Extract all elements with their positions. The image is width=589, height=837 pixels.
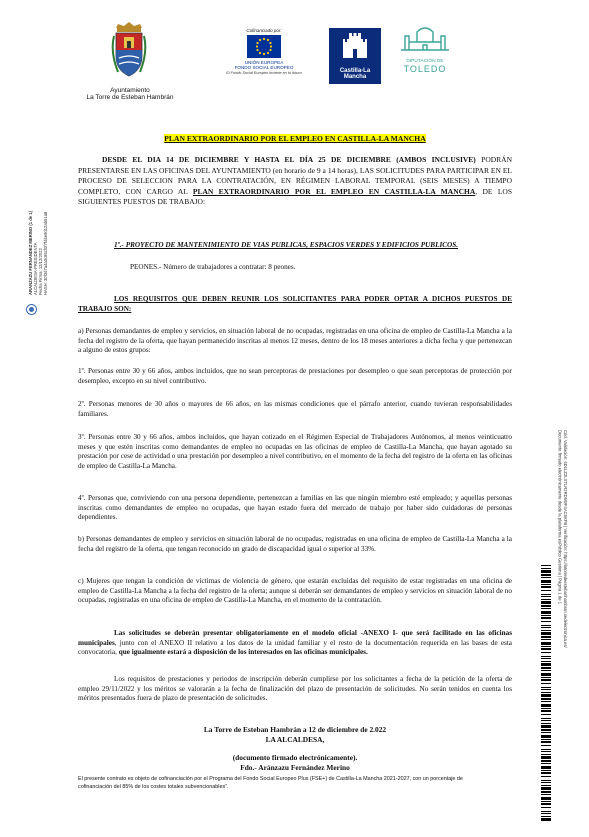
intro-plan: PLAN EXTRAORDINARIO POR EL EMPLEO EN CASTILLA-LA MANCHA bbox=[192, 186, 476, 196]
solicitudes-bold: Las solicitudes se deberán presentar obligatoriamente en el modelo oficial -ANEXO I- que será facilitado en las oficinas municipales bbox=[78, 629, 512, 647]
intro-paragraph bbox=[78, 155, 512, 208]
eu-fund-label: FONDO SOCIAL EUROPEO bbox=[234, 65, 294, 71]
solicitudes-bold-end: que igualmente estará a disposición de los interesados en las oficinas municipales. bbox=[118, 648, 368, 656]
page-title: PLAN EXTRAORDINARIO POR EL EMPLEO EN CASTILLA-LA MANCHA bbox=[164, 134, 426, 143]
diputacion-label: DIPUTACIÓN DE bbox=[406, 59, 444, 64]
ayuntamiento-label: Ayuntamiento bbox=[110, 87, 150, 94]
castle-icon bbox=[329, 28, 381, 66]
diputacion-toledo-logo bbox=[395, 24, 455, 74]
municipal-coat-of-arms bbox=[108, 22, 150, 80]
left-margin-signer: ARANZAZU FERNANDEZ MERINO (1 de 1) bbox=[28, 211, 33, 295]
left-margin-signature bbox=[28, 155, 48, 295]
footer-note: El presente contrato es objeto de cofinanciación por el Programa del Fondo Social Europeo Plus (FSE+) de Castilla-La Mancha 2021-2027, con un porcentaje de cofinanciación del 85% de los costes totales subvencionables”. bbox=[78, 776, 463, 790]
intro-text-end: , DE LOS SIGUIENTES PUESTOS DE TRABAJO: bbox=[78, 186, 512, 206]
signature-electronic: (documento firmado electrónicamente). bbox=[232, 753, 358, 762]
eu-tagline: El Fondo Social Europeo invierte en tu futuro bbox=[226, 70, 302, 75]
project-workers: PEONES.- Número de trabajadores a contratar: 8 peones. bbox=[130, 263, 296, 271]
seal-icon bbox=[26, 304, 37, 315]
plazos-paragraph: Los requisitos de prestaciones y periodos de inscripción deberán cumplirse por los solicitantes a fecha de la petición de la oferta de empleo 29/11/2022 y los méritos se valorarán a la fecha de finalización del plazo de presentación de solicitudes. No serán tenidos en cuenta los méritos presentados fuera de plazo de presentación de solicitudes. bbox=[78, 675, 512, 702]
signature-place-date: La Torre de Esteban Hambrán a 12 de diciembre de 2.022 bbox=[203, 725, 387, 734]
castilla-la-mancha-logo bbox=[329, 28, 381, 84]
requirement-a-2: 2º. Personas menores de 30 años o mayores de 66 años, en las mismas condiciones que el párrafo anterior, cuando tuvieran responsabilidades familiares. bbox=[78, 400, 512, 418]
eu-cofinanced-label: Cofinanciado por: bbox=[246, 28, 282, 33]
project-title: 1º.- PROYECTO DE MANTENIMIENTO DE VIAS PUBLICAS, ESPACIOS VERDES Y EDIFICIOS PUBLICOS. bbox=[114, 241, 459, 249]
solicitudes-text: , junto con el ANEXO II relativo a los datos de la unidad familiar y el resto de la documentación requerida en las bases de esta convocatoria, bbox=[78, 638, 512, 656]
intro-dates: DESDE EL DIA 14 DE DICIEMBRE Y HASTA EL DÍA 25 DE DICIEMBRE (AMBOS INCLUSIVE) bbox=[102, 155, 476, 164]
validation-code: Cód. Validación: 6D1LZ2LXTLR2RD5WF4AC5KFB | Verificación: https://latorredeestebanhambran.sedelectronica.es/ bbox=[563, 430, 568, 648]
signature-name: Fdo.- Aránzazu Fernández Merino bbox=[240, 762, 350, 772]
clm-label: Castilla-La Mancha bbox=[339, 68, 371, 80]
signature-block bbox=[78, 725, 512, 772]
eu-cofinancing-logo bbox=[218, 28, 310, 88]
intro-text: PODRÁN PRESENTARSE EN LAS OFICINAS DEL AYUNTAMIENTO (en horario de 9 a 14 horas), LAS SOLICITUDES PARA PARTICIPAR EN EL PROCESO DE SELECCION PARA LA CONTRATACIÓN, EN RÉGIMEN LABORAL TEMPORAL (SEIS MESES) A TIEMPO COMPLETO, CON CARGO AL bbox=[78, 155, 512, 196]
requirements-title: LOS REQUISITOS QUE DEBEN REUNIR LOS SOLICITANTES PARA PODER OPTAR A DICHOS PUESTOS DE TRABAJO SON: bbox=[78, 295, 512, 313]
requirement-a-1: 1º. Personas entre 30 y 66 años, ambos incluidos, que no sean perceptoras de prestaciones por desempleo o que sean perceptoras de protección por desempleo, excepto en su nivel contributivo. bbox=[78, 367, 512, 385]
solicitudes-paragraph bbox=[78, 629, 512, 658]
barcode bbox=[541, 565, 551, 820]
left-margin-role: ALCALDESA-PRESIDENTA bbox=[33, 242, 38, 295]
left-margin-hash: HASH: 30f3d7a4a3c86cf0f7fd4e9d12ab51a8 bbox=[43, 211, 48, 295]
right-margin-verification bbox=[557, 430, 568, 820]
requirement-a: a) Personas demandantes de empleo y servicios, en situación laboral de no ocupadas, registradas en una oficina de empleo de Castilla-La Mancha a la fecha del registro de la oferta, que hayan permanecido inscritas al menos 12 meses, dentro de los 18 meses anteriores a dicha fecha y que pertenezcan a alguno de estos grupos: bbox=[78, 327, 512, 354]
eu-union-label: UNIÓN EUROPEA bbox=[244, 60, 284, 65]
alcazar-icon bbox=[395, 24, 455, 54]
ayuntamiento-name: La Torre de Esteban Hambrán bbox=[86, 94, 174, 101]
eu-flag-icon bbox=[247, 35, 281, 58]
requirement-a-3: 3º. Personas entre 30 y 66 años, ambos incluidos, que hayan cotizado en el Régimen Especial de Trabajadores Autónomos, al menos veinticuatro meses y que estén inscritas como demandantes de empleo no ocupadas en las oficinas de empleo de Castilla-La Mancha, que hayan agotado su prestación por cese de actividad o una prestación por desempleo a nivel contributivo, en el momento de la fecha del registro de la oferta en las oficinas de empleo de Castilla-La Mancha. bbox=[78, 433, 512, 470]
left-margin-date: Fecha Firma: 12/12/2022 bbox=[38, 248, 43, 295]
signed-platform-note: Documento firmado electrónicamente desde la plataforma esPublico Gestiona | Página 1 de 1 bbox=[557, 430, 563, 605]
signature-role: LA ALCALDESA, bbox=[265, 734, 325, 744]
toledo-label: TOLEDO bbox=[403, 64, 447, 74]
requirement-b: b) Personas demandantes de empleo y servicios en situación laboral de no ocupadas, registradas en una oficina de empleo de Castilla-La Mancha a la fecha del registro de la oferta, que tengan reconocido un grado de discapacidad igual o superior al 33%. bbox=[78, 535, 512, 553]
requirement-c: c) Mujeres que tengan la condición de víctimas de violencia de género, que estarán excluidas del requisito de estar registradas en una oficina de empleo de Castilla-La Mancha a la fecha del registro de la oferta; aunque si deberán ser demandantes de empleo y servicios en situación laboral de no ocupadas, registradas en una oficina de empleo de Castilla-La Mancha, en el momento de la contratación. bbox=[78, 577, 512, 604]
requirement-a-4: 4º. Personas que, conviviendo con una persona dependiente, pertenezcan a familias en las que ningún miembro esté empleado; y aquellas personas inscritas como demandantes de empleo no ocupadas, que hayan estado fuera del mercado de trabajo por haber sido cuidadoras de personas dependientes. bbox=[78, 494, 512, 521]
